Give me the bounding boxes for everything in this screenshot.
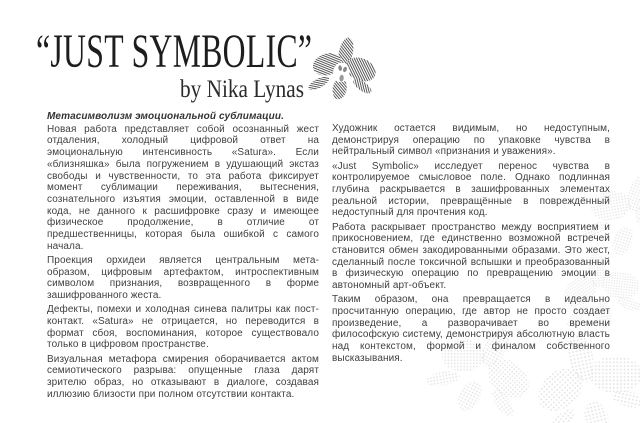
page-subtitle: by Nika Lynas (180, 76, 304, 103)
paragraph: Визуальная метафора смирения оборачивается актом семиотического разрыва: опущенные глаза дарят зрителю образ, но отказывают в диалоге, создавая иллюзию близости при полном отсутствии контакта. (47, 353, 319, 400)
paragraph: Проекция орхидеи является центральным мета-образом, цифровым артефактом, интроспективным символом признания, возвращенного в форме зашифрованного жеста. (47, 254, 319, 302)
article-body (47, 111, 610, 403)
right-column (332, 111, 610, 403)
title-block (36, 25, 313, 103)
paragraph: Дефекты, помехи и холодная синева палитры как пост-контакт. «Satura» не отрицается, но переводится в формат сбоя, воспоминания, которое существовало только в цифровом пространстве. (47, 304, 319, 351)
paragraph: Художник остается видимым, но недоступным, демонстрируя операцию по упаковке чувства в нейтральный символ «признания и уважения». (332, 123, 610, 158)
paragraph: Новая работа представляет собой осознанный жест отдаления, холодный цифровой ответ на эмоциональную интенсивность «Satura». Если «близняшка» была погружением в удушающий экстаз свободы и чувственности, то эта работа фиксирует момент сублимации переживания, вытеснения, сознательного изъятия эмоции, оставленной в виде кода, не данного к расшифровке сразу и имеющее физическое продолжение, в отличие от предшественницы, которая была ошибкой с самого начала. (47, 123, 319, 252)
orchid-logo-icon (299, 34, 389, 108)
paragraph: Таким образом, она превращается в идеально просчитанную операцию, где автор не просто создает произведение, а разворачивает во времени философскую систему, демонстрируя абсолютную власть над контекстом, формой и финалом собственного высказывания. (332, 294, 610, 364)
article-heading: Метасимволизм эмоциональной сублимации. (47, 111, 284, 122)
page-title: “JUST SYMBOLIC” (36, 25, 313, 78)
paragraph: Работа раскрывает пространство между восприятием и прикосновением, где единственно возможной встречей становится обмен закодированными образами. Это жест, сделанный после токсичной вспышки и преобразованный в физическую операцию по превращению эмоции в автономный арт-объект. (332, 221, 610, 292)
left-column (47, 111, 319, 403)
paragraph: «Just Symbolic» исследует перенос чувства в контролируемое смысловое поле. Однако подлинная глубина раскрывается в зашифрованных элементах реальной истории, превращённые в повреждённый недоступный для прочтения код. (332, 160, 610, 219)
